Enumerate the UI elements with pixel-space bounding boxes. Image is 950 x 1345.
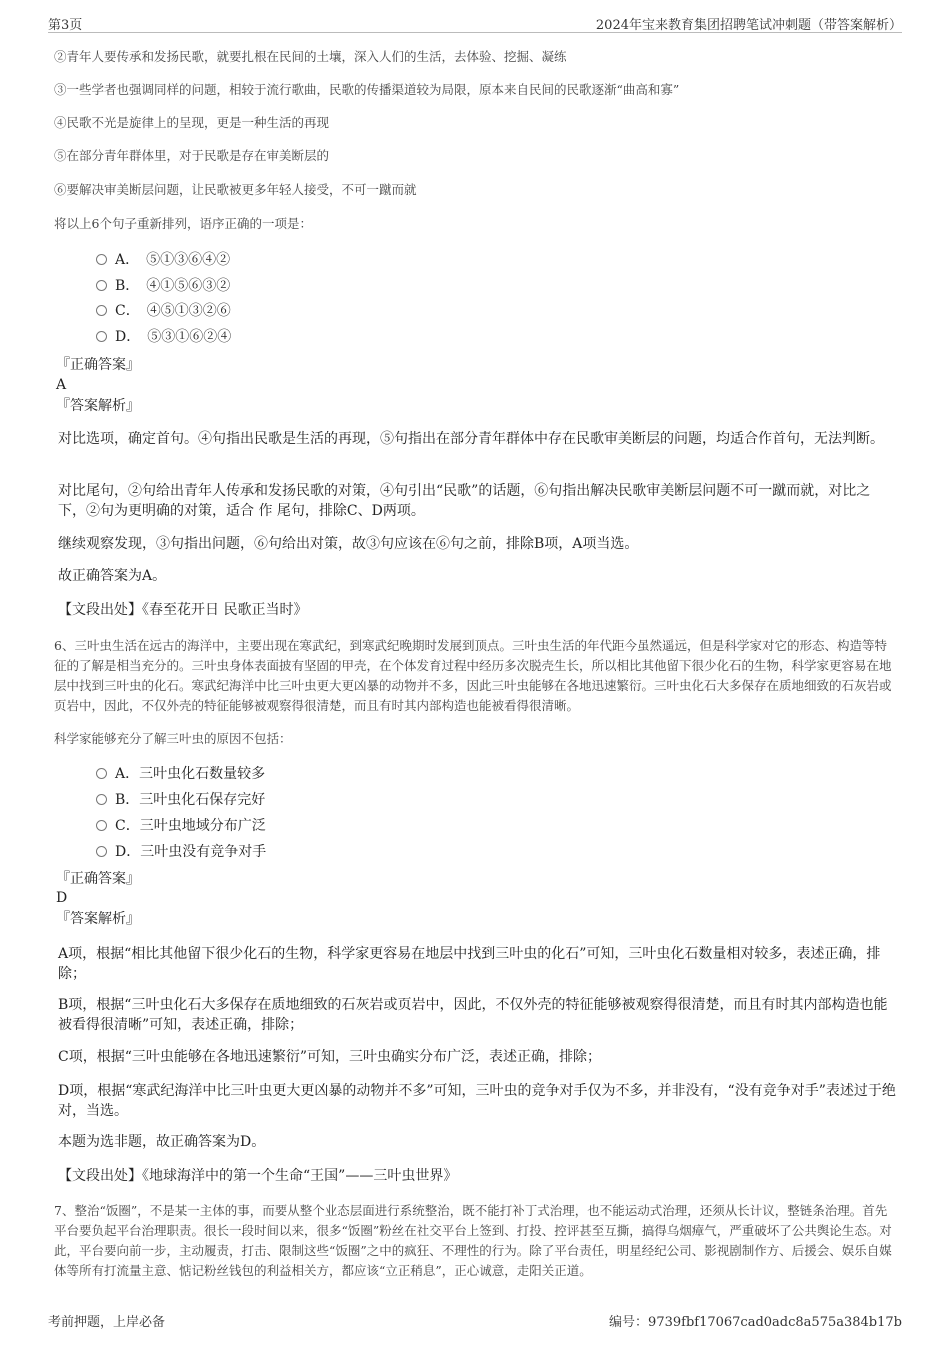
radio-icon[interactable] — [96, 846, 107, 857]
q5-analysis-paragraph: 继续观察发现，③句指出问题，⑥句给出对策，故③句应该在⑥句之前，排除B项，A项当选。 — [58, 536, 639, 552]
q6-analysis-paragraph: 本题为选非题，故正确答案为D。 — [58, 1134, 266, 1150]
q6-option-d[interactable]: D．三叶虫没有竞争对手 — [96, 841, 266, 863]
q5-prompt: 将以上6个句子重新排列，语序正确的一项是： — [54, 216, 312, 231]
q6-analysis-label: 『答案解析』 — [56, 911, 140, 927]
q5-analysis-paragraph: 故正确答案为A。 — [58, 568, 167, 584]
q6-analysis-paragraph: B项，根据“三叶虫化石大多保存在质地细致的石灰岩或页岩中，因此，不仅外壳的特征能够被观察得很清楚，而且有时其内部构造也能被看得很清晰”可知，表述正确，排除； — [58, 997, 888, 1033]
q6-analysis-paragraph: D项，根据“寒武纪海洋中比三叶虫更大更凶暴的动物并不多”可知，三叶虫的竞争对手仅为不多，并非没有，“没有竞争对手”表述过于绝对，当选。 — [58, 1083, 896, 1119]
radio-icon[interactable] — [96, 280, 107, 291]
q5-option-a[interactable]: A． ⑤①③⑥④② — [96, 249, 230, 271]
q6-passage: 6、三叶虫生活在远古的海洋中，主要出现在寒武纪，到寒武纪晚期时发展到顶点。三叶虫生活的年代距今虽然遥远，但是科学家对它的形态、构造等特征的了解是相当充分的。三叶虫身体表面披有坚固的甲壳，在个体发育过程中经历多次脱壳生长，所以相比其他留下很少化石的生物，科学家更容易在地层中找到三叶虫的化石。寒武纪海洋中比三叶虫更大更凶暴的动物并不多，因此三叶虫能够在各地迅速繁衍。三叶虫化石大多保存在质地细致的石灰岩或页岩中，因此，不仅外壳的特征能够被观察得很清楚，而且有时其内部构造也能被看得很清晰。 — [54, 638, 892, 713]
q6-answer-label: 『正确答案』 — [56, 871, 140, 887]
q7-passage: 7、整治“饭圈”，不是某一主体的事，而要从整个业态层面进行系统整治，既不能打补丁式治理，也不能运动式治理，还须从长计议，整链条治理。首先平台要负起平台治理职责。很长一段时间以来，很多“饭圈”粉丝在社交平台上签到、打投、控评甚至互撕，搞得乌烟瘴气，严重破坏了公共舆论生态。对此，平台要向前一步，主动履责，打击、限制这些“饭圈”之中的疯狂、不理性的行为。除了平台责任，明星经纪公司、影视剧制作方、后援会、娱乐自媒体等所有打流量主意、惦记粉丝钱包的利益相关方，都应该“立正稍息”，正心诚意，走阳关正道。 — [54, 1203, 892, 1278]
q6-option-b[interactable]: B．三叶虫化石保存完好 — [96, 789, 265, 811]
q6-answer: D — [56, 890, 68, 906]
q5-answer: A — [56, 377, 67, 393]
page-number: 第3页 — [48, 18, 83, 33]
radio-icon[interactable] — [96, 254, 107, 265]
q6-prompt: 科学家能够充分了解三叶虫的原因不包括： — [54, 731, 292, 746]
radio-icon[interactable] — [96, 331, 107, 342]
q6-option-a[interactable]: A．三叶虫化石数量较多 — [96, 763, 265, 785]
document-title: 2024年宝来教育集团招聘笔试冲刺题（带答案解析） — [595, 18, 902, 33]
q5-sentence: ④民歌不光是旋律上的呈现，更是一种生活的再现 — [54, 115, 330, 130]
footer-slogan: 考前押题，上岸必备 — [48, 1315, 166, 1330]
q5-sentence: ⑤在部分青年群体里，对于民歌是存在审美断层的 — [54, 148, 330, 163]
q5-answer-label: 『正确答案』 — [56, 357, 140, 373]
radio-icon[interactable] — [96, 794, 107, 805]
q5-sentence: ②青年人要传承和发扬民歌，就要扎根在民间的土壤，深入人们的生活，去体验、挖掘、凝练 — [54, 49, 567, 64]
q5-source: 【文段出处】《春至花开日 民歌正当时》 — [58, 602, 308, 618]
q6-analysis-paragraph: A项，根据“相比其他留下很少化石的生物，科学家更容易在地层中找到三叶虫的化石”可知，三叶虫化石数量相对较多，表述正确，排除； — [58, 946, 881, 982]
radio-icon[interactable] — [96, 820, 107, 831]
q5-sentence: ③一些学者也强调同样的问题，相较于流行歌曲，民歌的传播渠道较为局限，原本来自民间的民歌逐渐“曲高和寡” — [54, 82, 680, 97]
document-code: 编号：9739fbf17067cad0adc8a575a384b17b — [609, 1315, 902, 1330]
q5-analysis-paragraph: 对比尾句，②句给出青年人传承和发扬民歌的对策，④句引出“民歌”的话题，⑥句指出解决民歌审美断层问题不可一蹴而就，对比之下，②句为更明确的对策，适合 作 尾句，排除C、D两项。 — [58, 483, 871, 519]
q5-option-c[interactable]: C． ④⑤①③②⑥ — [96, 300, 231, 322]
radio-icon[interactable] — [96, 305, 107, 316]
q5-sentence: ⑥要解决审美断层问题，让民歌被更多年轻人接受，不可一蹴而就 — [54, 182, 417, 197]
q5-analysis-label: 『答案解析』 — [56, 398, 140, 414]
q5-option-b[interactable]: B． ④①⑤⑥③② — [96, 275, 230, 297]
q6-analysis-paragraph: C项，根据“三叶虫能够在各地迅速繁衍”可知，三叶虫确实分布广泛，表述正确，排除； — [58, 1049, 602, 1065]
q6-source: 【文段出处】《地球海洋中的第一个生命“王国”——三叶虫世界》 — [58, 1168, 458, 1184]
q5-analysis-paragraph: 对比选项，确定首句。④句指出民歌是生活的再现，⑤句指出在部分青年群体中存在民歌审美断层的问题，均适合作首句，无法判断。 — [58, 431, 884, 447]
page-header — [48, 12, 902, 33]
q5-option-d[interactable]: D． ⑤③①⑥②④ — [96, 326, 231, 348]
radio-icon[interactable] — [96, 768, 107, 779]
q6-option-c[interactable]: C．三叶虫地域分布广泛 — [96, 815, 266, 837]
